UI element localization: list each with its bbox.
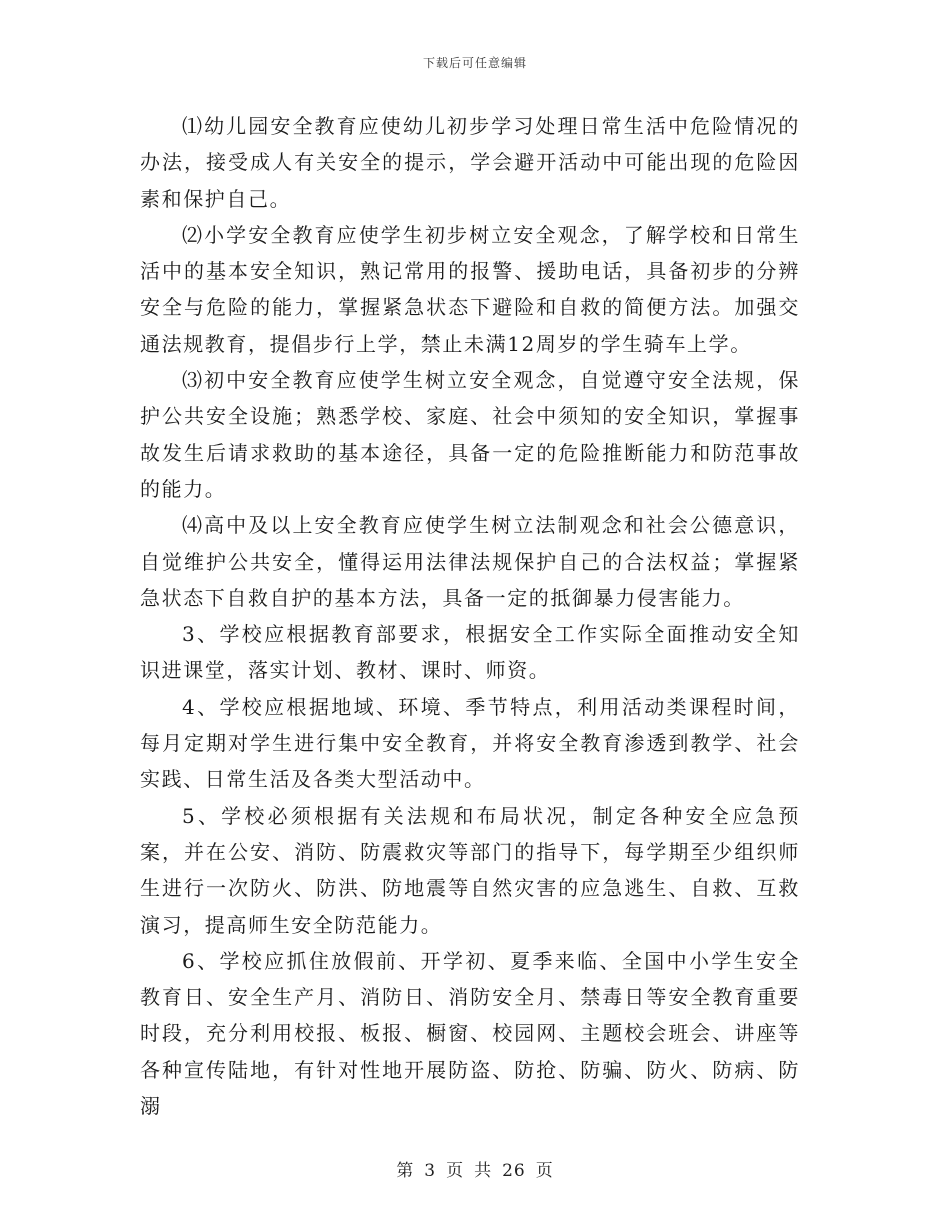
- page-header: 下载后可任意编辑: [422, 56, 527, 70]
- footer-suffix: 页: [535, 1161, 554, 1181]
- paragraph-item-4: 4、学校应根据地域、环境、季节特点，利用活动类课程时间，每月定期对学生进行集中安全教育，并将安全教育渗透到教学、社会实践、日常生活及各类大型活动中。: [140, 694, 800, 792]
- paragraph-kindergarten: ⑴幼儿园安全教育应使幼儿初步学习处理日常生活中危险情况的办法，接受成人有关安全的提示，学会避开活动中可能出现的危险因素和保护自己。: [140, 114, 800, 211]
- paragraph-senior-high: ⑷高中及以上安全教育应使学生树立法制观念和社会公德意识，自觉维护公共安全，懂得运用法律法规保护自己的合法权益；掌握紧急状态下自救自护的基本方法，具备一定的抵御暴力侵害能力。: [140, 513, 800, 610]
- footer-page-label: 页: [446, 1161, 465, 1181]
- paragraph-item-5: 5、学校必须根据有关法规和布局状况，制定各种安全应急预案，并在公安、消防、防震救灾等部门的指导下，每学期至少组织师生进行一次防火、防洪、防地震等自然灾害的应急逃生、自救、互救演习，提高师生安全防范能力。: [140, 803, 800, 937]
- footer-total-label: 共: [474, 1161, 493, 1181]
- page-footer: [0, 1156, 950, 1181]
- paragraph-primary-school: ⑵小学安全教育应使学生初步树立安全观念，了解学校和日常生活中的基本安全知识，熟记常用的报警、援助电话，具备初步的分辨安全与危险的能力，掌握紧急状态下避险和自救的简便方法。加强交通法规教育，提倡步行上学，禁止未满12周岁的学生骑车上学。: [140, 222, 800, 356]
- current-page-number: 3: [424, 1161, 437, 1181]
- paragraph-item-3: 3、学校应根据教育部要求，根据安全工作实际全面推动安全知识进课堂，落实计划、教材、课时、师资。: [140, 622, 800, 683]
- paragraph-junior-high: ⑶初中安全教育应使学生树立安全观念，自觉遵守安全法规，保护公共安全设施；熟悉学校、家庭、社会中须知的安全知识，掌握事故发生后请求救助的基本途径，具备一定的危险推断能力和防范事故的能力。: [140, 368, 800, 501]
- total-pages-number: 26: [502, 1161, 526, 1181]
- document-body: [140, 108, 800, 1124]
- footer-prefix: 第: [396, 1161, 415, 1181]
- paragraph-item-6: 6、学校应抓住放假前、开学初、夏季来临、全国中小学生安全教育日、安全生产月、消防日、消防安全月、禁毒日等安全教育重要时段，充分利用校报、板报、橱窗、校园网、主题校会班会、讲座等各种宣传陆地，有针对性地开展防盗、防抢、防骗、防火、防病、防溺: [140, 948, 800, 1119]
